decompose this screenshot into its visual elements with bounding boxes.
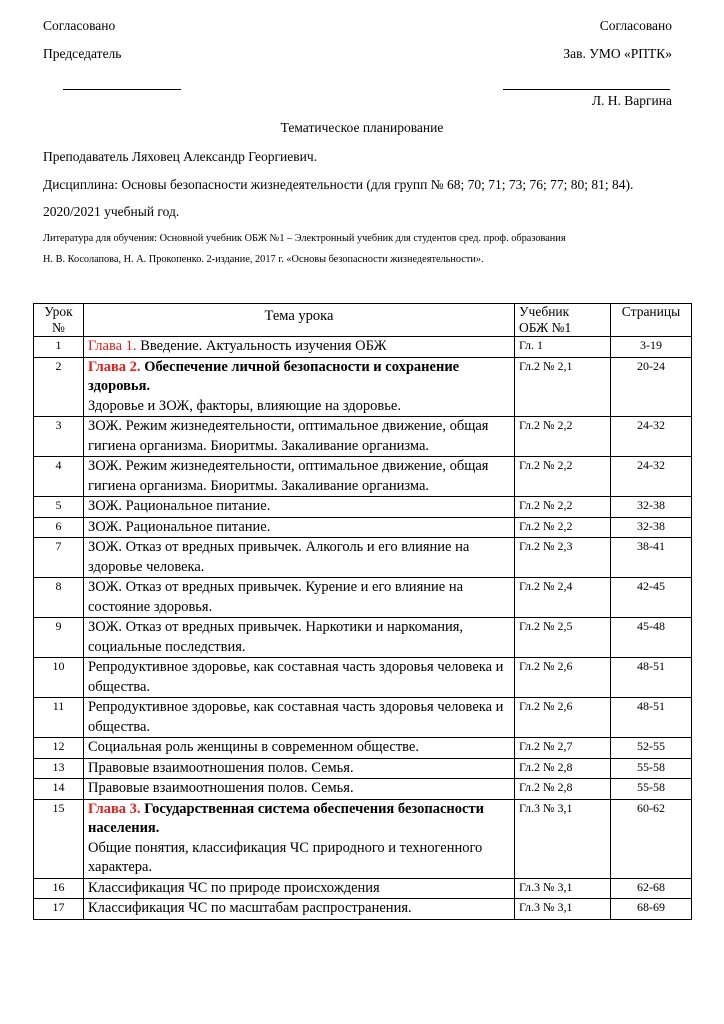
- lesson-topic: [84, 899, 515, 920]
- year-line: 2020/2021 учебный год.: [43, 204, 180, 219]
- chapter-label: Глава 3.: [88, 800, 141, 817]
- textbook-section: Гл.2 № 2,6: [515, 698, 611, 738]
- right-role: Зав. УМО «РПТК»: [563, 46, 672, 61]
- page-range: 24-32: [611, 417, 692, 457]
- page-range: 48-51: [611, 698, 692, 738]
- lesson-topic: [84, 497, 515, 518]
- page-range: 32-38: [611, 497, 692, 518]
- lesson-topic: [84, 779, 515, 800]
- topic-text: ЗОЖ. Отказ от вредных привычек. Алкоголь и его влияние на здоровье человека.: [88, 539, 470, 575]
- textbook-section: Гл.2 № 2,8: [515, 779, 611, 800]
- header-lesson-number: [34, 304, 84, 337]
- topic-text: Правовые взаимоотношения полов. Семья.: [88, 759, 354, 776]
- topic-text: Здоровье и ЗОЖ, факторы, влияющие на здоровье.: [88, 397, 401, 414]
- table-row: [34, 658, 692, 698]
- table-row: [34, 357, 692, 417]
- table-row: [34, 457, 692, 497]
- lesson-topic: [84, 799, 515, 878]
- table-row: [34, 337, 692, 358]
- doc-title: Тематическое планирование: [280, 120, 444, 135]
- literature-line-2: Н. В. Косолапова, Н. А. Прокопенко. 2-издание, 2017 г. «Основы безопасности жизнедеятельности».: [43, 254, 484, 265]
- topic-text: ЗОЖ. Режим жизнедеятельности, оптимальное движение, общая гигиена организма. Биоритмы. Закаливание организма.: [88, 418, 489, 454]
- lesson-number: 15: [34, 799, 84, 878]
- lesson-topic: [84, 578, 515, 618]
- header-number-sign: №: [52, 320, 65, 335]
- page-range: 45-48: [611, 618, 692, 658]
- topic-text: Классификация ЧС по природе происхождения: [88, 879, 380, 896]
- textbook-section: Гл.2 № 2,6: [515, 658, 611, 698]
- lesson-number: 13: [34, 758, 84, 779]
- table-row: [34, 878, 692, 899]
- textbook-section: Гл.2 № 2,2: [515, 457, 611, 497]
- lesson-topic: [84, 878, 515, 899]
- topic-text: Репродуктивное здоровье, как составная часть здоровья человека и общества.: [88, 699, 504, 735]
- header-textbook-label: Учебник: [519, 304, 570, 319]
- literature-line-1: Литература для обучения: Основной учебник ОБЖ №1 – Электронный учебник для студентов сред. проф. образования: [43, 233, 566, 244]
- table-row: [34, 538, 692, 578]
- lesson-topic: [84, 357, 515, 417]
- discipline-line: Дисциплина: Основы безопасности жизнедеятельности (для групп № 68; 70; 71; 73; 76; 77; 80; 81; 84).: [43, 177, 634, 192]
- lesson-number: 4: [34, 457, 84, 497]
- topic-text: ЗОЖ. Рациональное питание.: [88, 518, 271, 535]
- table-row: [34, 758, 692, 779]
- page-range: 38-41: [611, 538, 692, 578]
- table-row: [34, 497, 692, 518]
- table-header-row: [34, 304, 692, 337]
- left-role: Председатель: [43, 46, 122, 61]
- table-body: [34, 337, 692, 920]
- topic-text: Правовые взаимоотношения полов. Семья.: [88, 780, 354, 796]
- textbook-section: Гл.2 № 2,1: [515, 357, 611, 417]
- lesson-topic: [84, 618, 515, 658]
- lesson-topic: [84, 417, 515, 457]
- page-range: 20-24: [611, 357, 692, 417]
- textbook-section: Гл.2 № 2,3: [515, 538, 611, 578]
- textbook-section: Гл.3 № 3,1: [515, 899, 611, 920]
- page-range: 42-45: [611, 578, 692, 618]
- lesson-topic: [84, 758, 515, 779]
- page-range: 3-19: [611, 337, 692, 358]
- header-lesson-label: Урок: [44, 304, 73, 319]
- textbook-section: Гл.2 № 2,2: [515, 517, 611, 538]
- textbook-section: Гл.2 № 2,8: [515, 758, 611, 779]
- lesson-topic: [84, 337, 515, 358]
- lesson-topic: [84, 698, 515, 738]
- lesson-number: 17: [34, 899, 84, 920]
- table-row: [34, 799, 692, 878]
- textbook-section: Гл.2 № 2,2: [515, 497, 611, 518]
- lesson-plan-table: [33, 303, 692, 920]
- lesson-number: 9: [34, 618, 84, 658]
- textbook-section: Гл.2 № 2,7: [515, 738, 611, 759]
- topic-text: ЗОЖ. Отказ от вредных привычек. Наркотики и наркомания, социальные последствия.: [88, 619, 464, 655]
- lesson-number: 12: [34, 738, 84, 759]
- textbook-section: Гл.2 № 2,4: [515, 578, 611, 618]
- right-name: Л. Н. Варгина: [591, 93, 672, 108]
- lesson-number: 11: [34, 698, 84, 738]
- page-range: 32-38: [611, 517, 692, 538]
- textbook-section: Гл.3 № 3,1: [515, 799, 611, 878]
- topic-text: Репродуктивное здоровье, как составная часть здоровья человека и общества.: [88, 659, 504, 695]
- table-row: [34, 417, 692, 457]
- right-approved: Согласовано: [599, 18, 672, 33]
- topic-text: Введение. Актуальность изучения ОБЖ: [140, 338, 387, 354]
- page-range: 24-32: [611, 457, 692, 497]
- topic-text: ЗОЖ. Отказ от вредных привычек. Курение и его влияние на состояние здоровья.: [88, 579, 464, 615]
- textbook-section: Гл. 1: [515, 337, 611, 358]
- table-row: [34, 899, 692, 920]
- lesson-topic: [84, 457, 515, 497]
- chapter-title: Государственная система обеспечения безопасности населения.: [88, 800, 484, 836]
- lesson-number: 1: [34, 337, 84, 358]
- topic-text: ЗОЖ. Рациональное питание.: [88, 498, 271, 514]
- table-row: [34, 779, 692, 800]
- lesson-number: 3: [34, 417, 84, 457]
- header-pages: Страницы: [611, 304, 692, 337]
- topic-text: ЗОЖ. Режим жизнедеятельности, оптимальное движение, общая гигиена организма. Биоритмы. Закаливание организма.: [88, 458, 489, 494]
- teacher-line: Преподаватель Ляховец Александр Георгиевич.: [43, 149, 318, 164]
- chapter-title: Обеспечение личной безопасности и сохранение здоровья.: [88, 358, 460, 394]
- table-row: [34, 698, 692, 738]
- left-signature-line: [63, 89, 181, 90]
- page-range: 52-55: [611, 738, 692, 759]
- lesson-number: 8: [34, 578, 84, 618]
- right-signature-line: [503, 89, 670, 90]
- lesson-number: 7: [34, 538, 84, 578]
- header-textbook: [515, 304, 611, 337]
- lesson-topic: [84, 658, 515, 698]
- page-range: 60-62: [611, 799, 692, 878]
- textbook-section: Гл.3 № 3,1: [515, 878, 611, 899]
- textbook-section: Гл.2 № 2,5: [515, 618, 611, 658]
- topic-text: Социальная роль женщины в современном обществе.: [88, 739, 419, 755]
- lesson-number: 2: [34, 357, 84, 417]
- lesson-number: 14: [34, 779, 84, 800]
- table-row: [34, 517, 692, 538]
- page-range: 55-58: [611, 758, 692, 779]
- table-row: [34, 738, 692, 759]
- textbook-section: Гл.2 № 2,2: [515, 417, 611, 457]
- lesson-number: 5: [34, 497, 84, 518]
- lesson-number: 6: [34, 517, 84, 538]
- topic-text: Классификация ЧС по масштабам распространения.: [88, 900, 412, 916]
- left-approved: Согласовано: [43, 18, 116, 33]
- page-range: 62-68: [611, 878, 692, 899]
- lesson-topic: [84, 517, 515, 538]
- lesson-number: 16: [34, 878, 84, 899]
- page-range: 68-69: [611, 899, 692, 920]
- topic-text: Общие понятия, классификация ЧС природного и техногенного характера.: [88, 839, 483, 875]
- table-row: [34, 618, 692, 658]
- lesson-topic: [84, 738, 515, 759]
- page-range: 55-58: [611, 779, 692, 800]
- chapter-label: Глава 1.: [88, 338, 137, 354]
- header-topic: Тема урока: [84, 304, 515, 337]
- lesson-number: 10: [34, 658, 84, 698]
- header-textbook-name: ОБЖ №1: [519, 320, 572, 335]
- chapter-label: Глава 2.: [88, 358, 141, 375]
- page-range: 48-51: [611, 658, 692, 698]
- lesson-topic: [84, 538, 515, 578]
- table-row: [34, 578, 692, 618]
